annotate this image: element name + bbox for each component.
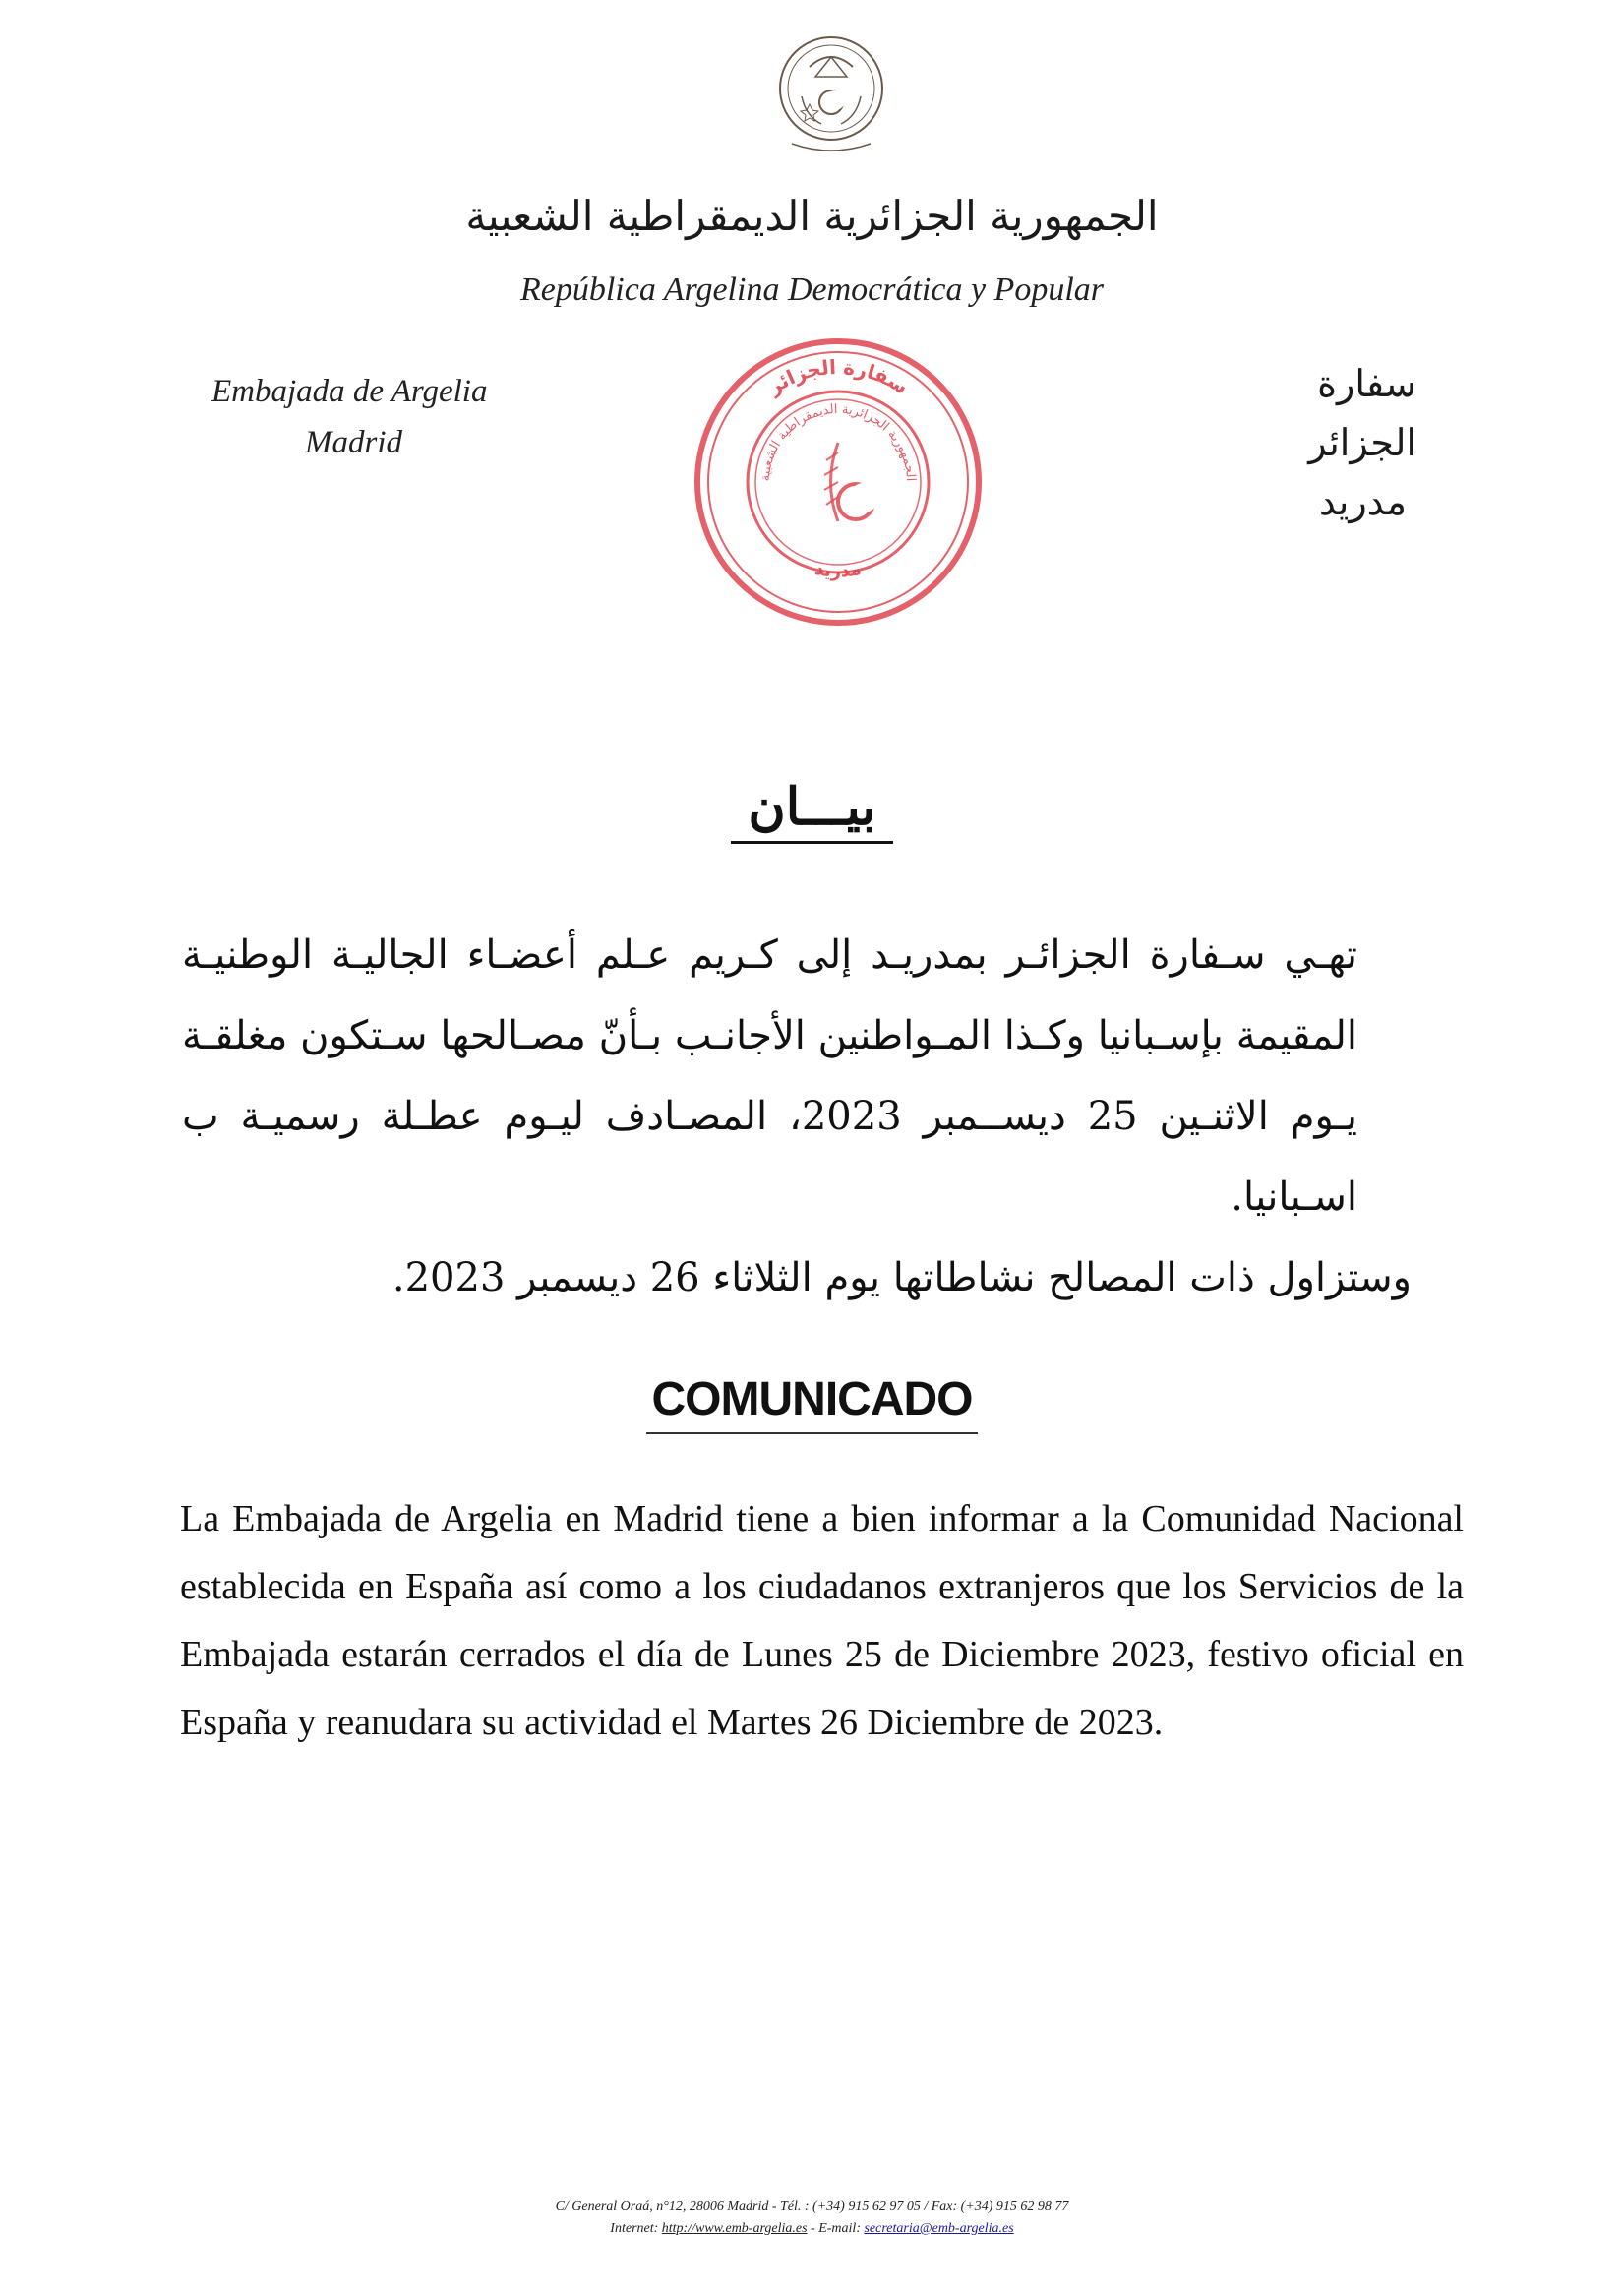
republic-name-arabic: الجمهورية الجزائرية الديمقراطية الشعبية: [465, 192, 1159, 240]
internet-label: Internet:: [610, 2221, 662, 2236]
embassy-name-es-line1: Embajada de Argelia: [211, 374, 488, 409]
stamp-outer-text-top: سفارة الجزائر: [763, 355, 913, 399]
svg-text:مدريد: [813, 559, 864, 582]
arabic-notice-title: [0, 777, 1624, 844]
republic-name-spanish: República Argelina Democrática y Popular: [520, 271, 1104, 308]
spanish-notice-title: [0, 1372, 1624, 1434]
stamp-outer-text-bottom: مدريد: [812, 558, 864, 582]
official-stamp-icon: [691, 334, 986, 630]
email-label: - E-mail:: [807, 2221, 865, 2236]
embassy-city-ar: مدريد: [1318, 480, 1407, 523]
website-link[interactable]: http://www.emb-argelia.es: [661, 2221, 808, 2236]
national-emblem-icon: [772, 28, 890, 160]
footer-links: [0, 2218, 1624, 2240]
arabic-title-text: بيـــان: [731, 777, 894, 844]
spanish-title-text: COMUNICADO: [646, 1372, 979, 1434]
spanish-notice-body: La Embajada de Argelia en Madrid tiene a bien informar a la Comunidad Nacional establecida en España así como a los ciudadanos extranjeros que los Servicios de la Embajada estarán cerrados el día de Lunes 25 de Diciembre 2023, festivo oficial en España y reanudara su actividad el Martes 26 Diciembre de 2023.: [180, 1498, 1464, 1743]
embassy-name-spanish: [211, 366, 605, 468]
embassy-name-ar-line1: سفارة الجزائر: [1308, 362, 1416, 464]
arabic-paragraph-1: تهـي سـفارة الجزائـر بمدريـد إلى كـريم عـلم أعضـاء الجاليـة الوطنيـة المقيمة بإسـبانيا وكـذا المـواطنين الأجانـب بـأنّ مصـالحها سـتكون مغلقـة يـوم الاثنـين 25 ديســمبر 2023، المصـادف ليـوم عطـلة رسميـة ب اسـبانيا.: [182, 933, 1358, 1220]
arabic-notice-body: [182, 915, 1412, 1318]
footer-contact: [0, 2197, 1624, 2240]
embassy-name-arabic: [1200, 354, 1416, 531]
svg-text:الجمهورية الجزائرية الديمقراطي: [758, 402, 918, 482]
email-link[interactable]: secretaria@emb-argelia.es: [864, 2221, 1014, 2236]
stamp-inner-text: الجمهورية الجزائرية الديمقراطية الشعبية: [757, 401, 919, 482]
embassy-city-es: Madrid: [305, 425, 402, 460]
arabic-paragraph-2: وستزاول ذات المصالح نشاطاتها يوم الثلاثاء 26 ديسمبر 2023.: [391, 1255, 1412, 1300]
footer-address: C/ General Oraá, n°12, 28006 Madrid - Tél. : (+34) 915 62 97 05 / Fax: (+34) 915 62 98 77: [555, 2199, 1069, 2214]
